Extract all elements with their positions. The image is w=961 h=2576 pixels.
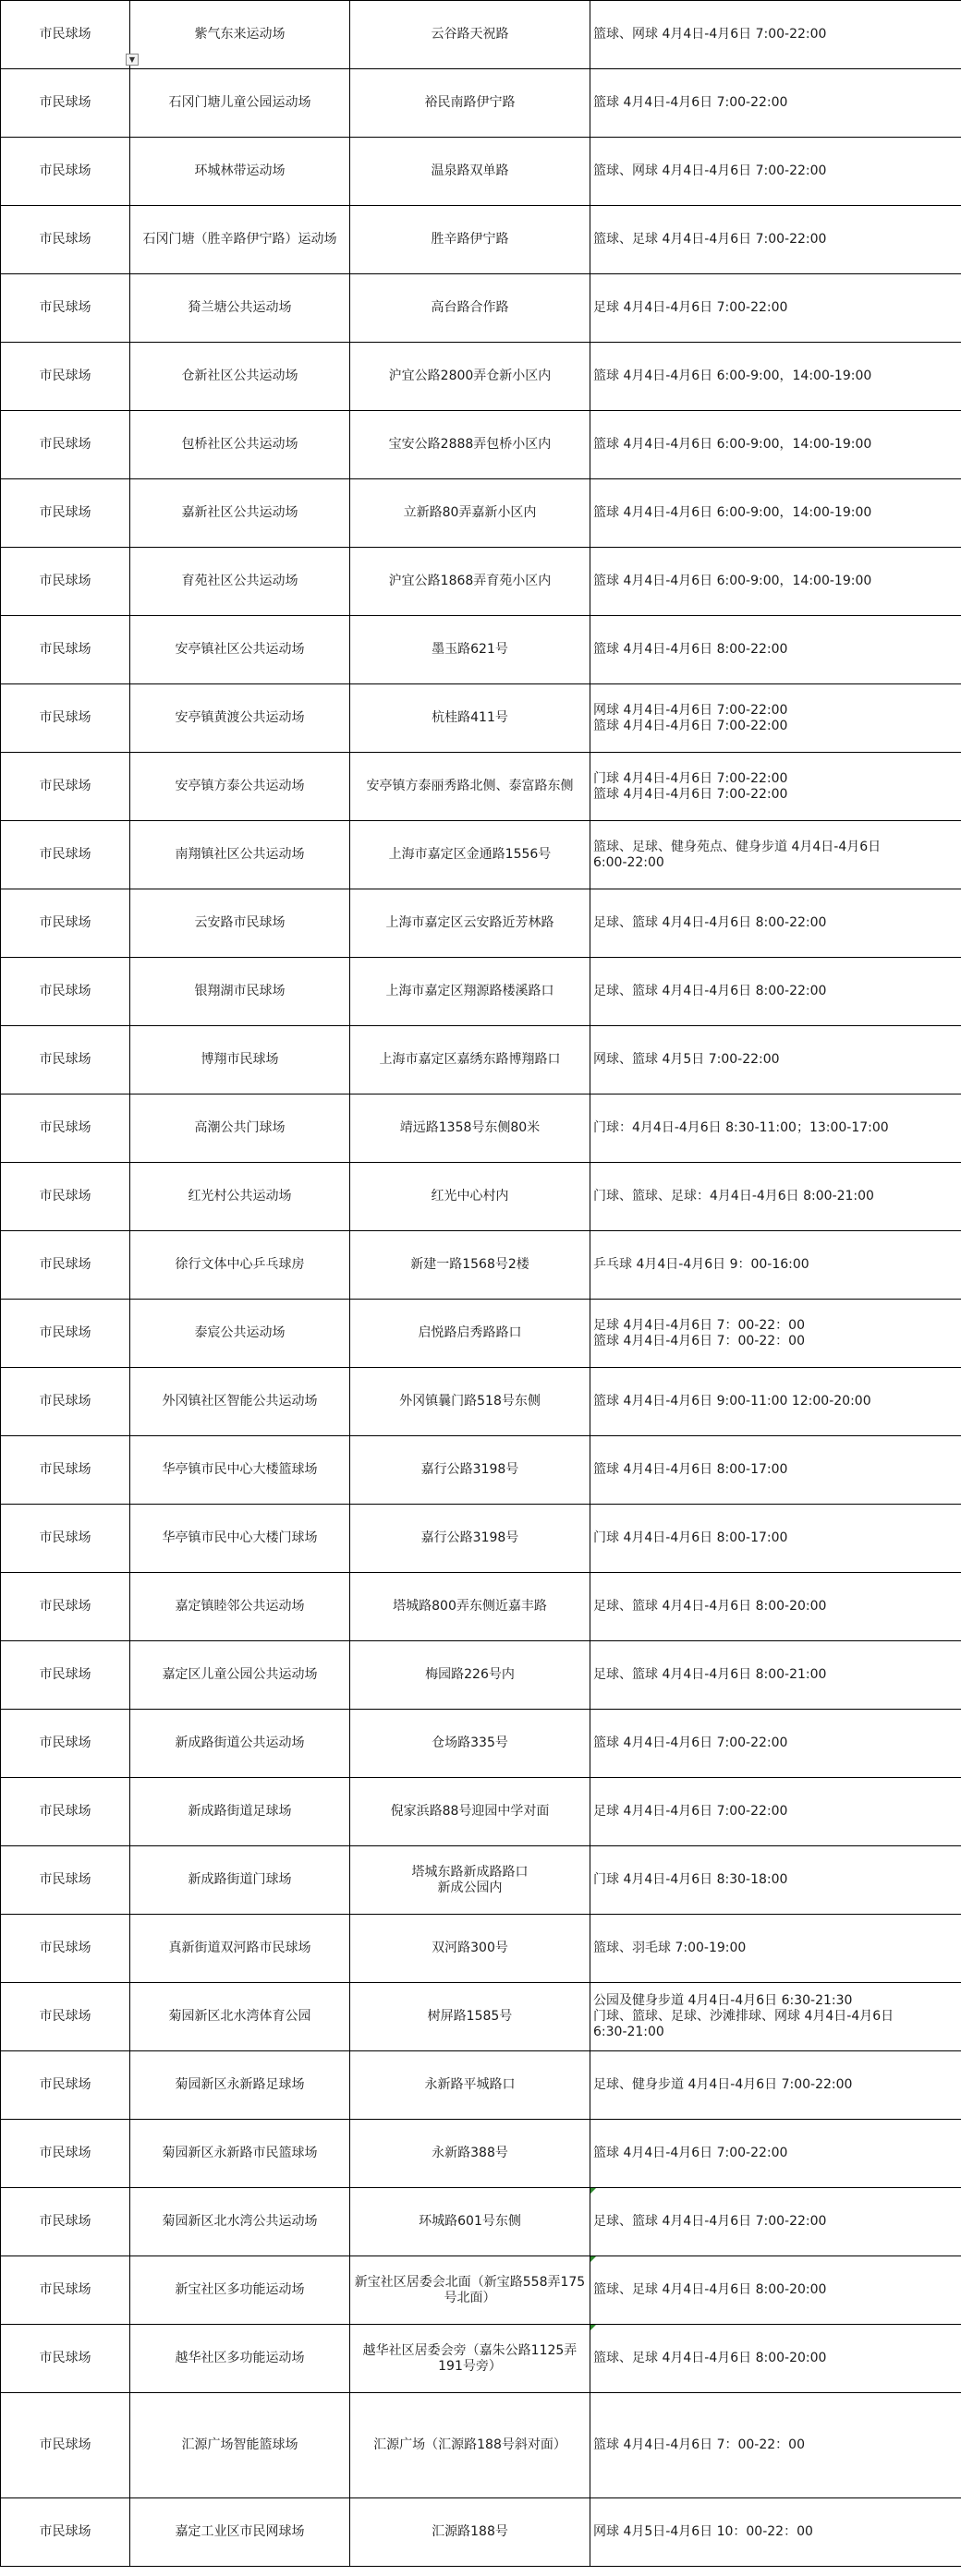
- cell-address[interactable]: 靖远路1358号东侧80米: [350, 1094, 590, 1163]
- cell-address[interactable]: 杭桂路411号: [350, 684, 590, 753]
- table-row: [1, 684, 961, 753]
- cell-venue-name[interactable]: 仓新社区公共运动场: [130, 343, 350, 411]
- table-row: [1, 753, 961, 821]
- cell-address[interactable]: 双河路300号: [350, 1915, 590, 1983]
- cell-sports-hours[interactable]: 网球 4月5日-4月6日 10：00-22：00: [590, 2498, 961, 2567]
- cell-sports-hours[interactable]: 网球、篮球 4月5日 7:00-22:00: [590, 1026, 961, 1094]
- cell-venue-name[interactable]: 嘉定镇睦邻公共运动场: [130, 1573, 350, 1641]
- table-row: [1, 1436, 961, 1505]
- comment-indicator-icon: [590, 2256, 596, 2262]
- cell-venue-name[interactable]: 云安路市民球场: [130, 889, 350, 958]
- cell-category[interactable]: 市民球场: [1, 479, 130, 548]
- cell-venue-name[interactable]: 菊园新区北水湾公共运动场: [130, 2188, 350, 2256]
- cell-sports-hours[interactable]: 乒乓球 4月4日-4月6日 9：00-16:00: [590, 1231, 961, 1300]
- cell-category[interactable]: 市民球场: [1, 1915, 130, 1983]
- cell-sports-hours[interactable]: 网球 4月4日-4月6日 7:00-22:00 篮球 4月4日-4月6日 7:00-22:00: [590, 684, 961, 753]
- cell-category[interactable]: 市民球场: [1, 1846, 130, 1915]
- cell-venue-name[interactable]: 华亭镇市民中心大楼篮球场: [130, 1436, 350, 1505]
- cell-venue-name[interactable]: 安亭镇社区公共运动场: [130, 616, 350, 684]
- cell-venue-name[interactable]: 菊园新区北水湾体育公园: [130, 1983, 350, 2051]
- cell-sports-hours[interactable]: 门球：4月4日-4月6日 8:30-11:00；13:00-17:00: [590, 1094, 961, 1163]
- cell-category[interactable]: 市民球场: [1, 206, 130, 274]
- cell-address[interactable]: 沪宜公路1868弄育苑小区内: [350, 548, 590, 616]
- cell-category[interactable]: 市民球场: [1, 411, 130, 479]
- cell-sports-hours[interactable]: 门球 4月4日-4月6日 8:30-18:00: [590, 1846, 961, 1915]
- cell-venue-name[interactable]: 菊园新区永新路市民篮球场: [130, 2120, 350, 2188]
- table-row: [1, 1915, 961, 1983]
- cell-category[interactable]: 市民球场: [1, 889, 130, 958]
- cell-venue-name[interactable]: 徐行文体中心乒乓球房: [130, 1231, 350, 1300]
- cell-address[interactable]: 新宝社区居委会北面（新宝路558弄175号北面）: [350, 2256, 590, 2325]
- cell-category[interactable]: 市民球场: [1, 69, 130, 138]
- cell-address[interactable]: 塔城东路新成路路口 新成公园内: [350, 1846, 590, 1915]
- cell-sports-hours[interactable]: 足球、篮球 4月4日-4月6日 8:00-22:00: [590, 889, 961, 958]
- cell-venue-name[interactable]: 华亭镇市民中心大楼门球场: [130, 1505, 350, 1573]
- cell-address[interactable]: 树屏路1585号: [350, 1983, 590, 2051]
- cell-category[interactable]: 市民球场: [1, 1641, 130, 1710]
- table-row: [1, 548, 961, 616]
- cell-venue-name[interactable]: 紫气东来运动场: [130, 1, 350, 69]
- cell-venue-name[interactable]: 外冈镇社区智能公共运动场: [130, 1368, 350, 1436]
- cell-sports-hours[interactable]: 门球 4月4日-4月6日 8:00-17:00: [590, 1505, 961, 1573]
- cell-address[interactable]: 上海市嘉定区金通路1556号: [350, 821, 590, 889]
- cell-sports-hours[interactable]: 篮球 4月4日-4月6日 6:00-9:00，14:00-19:00: [590, 411, 961, 479]
- cell-address[interactable]: 仓场路335号: [350, 1710, 590, 1778]
- table-row: [1, 1300, 961, 1368]
- cell-sports-hours[interactable]: 篮球 4月4日-4月6日 9:00-11:00 12:00-20:00: [590, 1368, 961, 1436]
- table-row: [1, 1641, 961, 1710]
- cell-venue-name[interactable]: 银翔湖市民球场: [130, 958, 350, 1026]
- cell-category[interactable]: 市民球场: [1, 1094, 130, 1163]
- cell-sports-hours[interactable]: 篮球、羽毛球 7:00-19:00: [590, 1915, 961, 1983]
- table-row: [1, 479, 961, 548]
- table-row: [1, 2256, 961, 2325]
- table-row: [1, 821, 961, 889]
- cell-category[interactable]: 市民球场: [1, 548, 130, 616]
- table-row: [1, 1983, 961, 2051]
- cell-category[interactable]: 市民球场: [1, 1368, 130, 1436]
- cell-sports-hours[interactable]: 门球 4月4日-4月6日 7:00-22:00 篮球 4月4日-4月6日 7:00-22:00: [590, 753, 961, 821]
- cell-category[interactable]: 市民球场: [1, 1573, 130, 1641]
- cell-address[interactable]: 塔城路800弄东侧近嘉丰路: [350, 1573, 590, 1641]
- cell-venue-name[interactable]: 高潮公共门球场: [130, 1094, 350, 1163]
- comment-indicator-icon: [590, 2188, 596, 2194]
- table-row: [1, 138, 961, 206]
- cell-venue-name[interactable]: 新成路街道公共运动场: [130, 1710, 350, 1778]
- cell-sports-hours[interactable]: 足球 4月4日-4月6日 7:00-22:00: [590, 1778, 961, 1846]
- cell-sports-hours[interactable]: 足球、篮球 4月4日-4月6日 8:00-22:00: [590, 958, 961, 1026]
- cell-address[interactable]: 上海市嘉定区云安路近芳林路: [350, 889, 590, 958]
- cell-sports-hours[interactable]: 篮球、足球 4月4日-4月6日 8:00-20:00: [590, 2325, 961, 2393]
- cell-category[interactable]: 市民球场: [1, 1710, 130, 1778]
- table-row: [1, 343, 961, 411]
- cell-venue-name[interactable]: 嘉新社区公共运动场: [130, 479, 350, 548]
- cell-category[interactable]: 市民球场: [1, 2051, 130, 2120]
- cell-venue-name[interactable]: 安亭镇黄渡公共运动场: [130, 684, 350, 753]
- cell-venue-name[interactable]: 新成路街道足球场: [130, 1778, 350, 1846]
- cell-sports-hours[interactable]: 篮球 4月4日-4月6日 6:00-9:00，14:00-19:00: [590, 343, 961, 411]
- cell-address[interactable]: 墨玉路621号: [350, 616, 590, 684]
- cell-sports-hours[interactable]: 篮球 4月4日-4月6日 6:00-9:00，14:00-19:00: [590, 479, 961, 548]
- table-row: [1, 1163, 961, 1231]
- cell-sports-hours[interactable]: 足球、篮球 4月4日-4月6日 8:00-21:00: [590, 1641, 961, 1710]
- table-row: [1, 69, 961, 138]
- cell-address[interactable]: 温泉路双单路: [350, 138, 590, 206]
- cell-venue-name[interactable]: 安亭镇方泰公共运动场: [130, 753, 350, 821]
- cell-address[interactable]: 宝安公路2888弄包桥小区内: [350, 411, 590, 479]
- cell-category[interactable]: 市民球场: [1, 821, 130, 889]
- cell-category[interactable]: 市民球场: [1, 2120, 130, 2188]
- cell-address[interactable]: 安亭镇方泰丽秀路北侧、泰富路东侧: [350, 753, 590, 821]
- cell-sports-hours[interactable]: 足球、健身步道 4月4日-4月6日 7:00-22:00: [590, 2051, 961, 2120]
- cell-category[interactable]: 市民球场: [1, 138, 130, 206]
- cell-sports-hours[interactable]: 篮球、网球 4月4日-4月6日 7:00-22:00: [590, 138, 961, 206]
- cell-venue-name[interactable]: 南翔镇社区公共运动场: [130, 821, 350, 889]
- venue-table-body: [1, 1, 961, 2567]
- cell-address[interactable]: 环城路601号东侧: [350, 2188, 590, 2256]
- cell-address[interactable]: 裕民南路伊宁路: [350, 69, 590, 138]
- cell-address[interactable]: 永新路388号: [350, 2120, 590, 2188]
- cell-category[interactable]: 市民球场: [1, 343, 130, 411]
- table-row: [1, 1573, 961, 1641]
- cell-venue-name[interactable]: 泰宸公共运动场: [130, 1300, 350, 1368]
- cell-venue-name[interactable]: 真新街道双河路市民球场: [130, 1915, 350, 1983]
- cell-category[interactable]: 市民球场: [1, 753, 130, 821]
- cell-address[interactable]: 梅园路226号内: [350, 1641, 590, 1710]
- cell-venue-name[interactable]: 嘉定工业区市民网球场: [130, 2498, 350, 2567]
- table-row: [1, 2051, 961, 2120]
- table-row: [1, 2188, 961, 2256]
- table-row: [1, 2325, 961, 2393]
- cell-sports-hours[interactable]: 篮球、足球、健身苑点、健身步道 4月4日-4月6日 6:00-22:00: [590, 821, 961, 889]
- cell-category[interactable]: 市民球场: [1, 1983, 130, 2051]
- cell-sports-hours[interactable]: 足球 4月4日-4月6日 7:00-22:00: [590, 274, 961, 343]
- cell-venue-name[interactable]: 嘉定区儿童公园公共运动场: [130, 1641, 350, 1710]
- cell-address[interactable]: 嘉行公路3198号: [350, 1436, 590, 1505]
- cell-venue-name[interactable]: 石冈门塘儿童公园运动场: [130, 69, 350, 138]
- cell-category[interactable]: 市民球场: [1, 1505, 130, 1573]
- cell-sports-hours[interactable]: 篮球 4月4日-4月6日 6:00-9:00，14:00-19:00: [590, 548, 961, 616]
- table-row: [1, 1505, 961, 1573]
- cell-sports-hours[interactable]: 篮球 4月4日-4月6日 7:00-22:00: [590, 2120, 961, 2188]
- cell-address[interactable]: 倪家浜路88号迎园中学对面: [350, 1778, 590, 1846]
- cell-category[interactable]: 市民球场: [1, 1300, 130, 1368]
- cell-address[interactable]: 红光中心村内: [350, 1163, 590, 1231]
- table-row: [1, 274, 961, 343]
- cell-venue-name[interactable]: 菊园新区永新路足球场: [130, 2051, 350, 2120]
- cell-address[interactable]: 汇源路188号: [350, 2498, 590, 2567]
- cell-address[interactable]: 胜辛路伊宁路: [350, 206, 590, 274]
- cell-sports-hours[interactable]: 足球 4月4日-4月6日 7：00-22：00 篮球 4月4日-4月6日 7：00-22：00: [590, 1300, 961, 1368]
- cell-address[interactable]: 云谷路天祝路: [350, 1, 590, 69]
- cell-venue-name[interactable]: 红光村公共运动场: [130, 1163, 350, 1231]
- cell-venue-name[interactable]: 越华社区多功能运动场: [130, 2325, 350, 2393]
- cell-category[interactable]: 市民球场: [1, 2188, 130, 2256]
- dropdown-arrow-icon[interactable]: ▼: [126, 54, 139, 66]
- table-row: [1, 1846, 961, 1915]
- cell-category[interactable]: 市民球场: [1, 2325, 130, 2393]
- cell-sports-hours[interactable]: 篮球、足球 4月4日-4月6日 7:00-22:00: [590, 206, 961, 274]
- comment-indicator-icon: [590, 2325, 596, 2330]
- cell-address[interactable]: 外冈镇曩门路518号东侧: [350, 1368, 590, 1436]
- cell-sports-hours[interactable]: 足球、篮球 4月4日-4月6日 7:00-22:00: [590, 2188, 961, 2256]
- cell-address[interactable]: 高台路合作路: [350, 274, 590, 343]
- cell-sports-hours[interactable]: 篮球 4月4日-4月6日 7：00-22：00: [590, 2393, 961, 2498]
- cell-category[interactable]: 市民球场: [1, 1, 130, 69]
- cell-address[interactable]: 上海市嘉定区嘉绣东路博翔路口: [350, 1026, 590, 1094]
- cell-sports-hours[interactable]: 篮球、足球 4月4日-4月6日 8:00-20:00: [590, 2256, 961, 2325]
- cell-venue-name[interactable]: 包桥社区公共运动场: [130, 411, 350, 479]
- table-row: [1, 1231, 961, 1300]
- table-row: [1, 2393, 961, 2498]
- cell-address[interactable]: 沪宜公路2800弄仓新小区内: [350, 343, 590, 411]
- cell-address[interactable]: 嘉行公路3198号: [350, 1505, 590, 1573]
- table-row: [1, 411, 961, 479]
- cell-venue-name[interactable]: 石冈门塘（胜辛路伊宁路）运动场: [130, 206, 350, 274]
- cell-category[interactable]: 市民球场: [1, 1231, 130, 1300]
- table-row: [1, 2120, 961, 2188]
- table-row: [1, 1, 961, 69]
- cell-venue-name[interactable]: 育苑社区公共运动场: [130, 548, 350, 616]
- cell-venue-name[interactable]: 汇源广场智能篮球场: [130, 2393, 350, 2498]
- cell-category[interactable]: 市民球场: [1, 958, 130, 1026]
- cell-sports-hours[interactable]: 篮球 4月4日-4月6日 7:00-22:00: [590, 69, 961, 138]
- cell-venue-name[interactable]: 新宝社区多功能运动场: [130, 2256, 350, 2325]
- cell-sports-hours[interactable]: 篮球、网球 4月4日-4月6日 7:00-22:00: [590, 1, 961, 69]
- cell-sports-hours[interactable]: 足球、篮球 4月4日-4月6日 8:00-20:00: [590, 1573, 961, 1641]
- cell-address[interactable]: 上海市嘉定区翔源路楼溪路口: [350, 958, 590, 1026]
- cell-category[interactable]: 市民球场: [1, 274, 130, 343]
- cell-category[interactable]: 市民球场: [1, 684, 130, 753]
- cell-venue-name[interactable]: 博翔市民球场: [130, 1026, 350, 1094]
- cell-venue-name[interactable]: 环城林带运动场: [130, 138, 350, 206]
- cell-sports-hours[interactable]: 门球、篮球、足球：4月4日-4月6日 8:00-21:00: [590, 1163, 961, 1231]
- table-row: [1, 1368, 961, 1436]
- table-row: [1, 958, 961, 1026]
- cell-address[interactable]: 汇源广场（汇源路188号斜对面）: [350, 2393, 590, 2498]
- cell-category[interactable]: 市民球场: [1, 1436, 130, 1505]
- cell-sports-hours[interactable]: 篮球 4月4日-4月6日 7:00-22:00: [590, 1710, 961, 1778]
- cell-category[interactable]: 市民球场: [1, 2393, 130, 2498]
- cell-address[interactable]: 立新路80弄嘉新小区内: [350, 479, 590, 548]
- table-row: [1, 1026, 961, 1094]
- cell-venue-name[interactable]: 猗兰塘公共运动场: [130, 274, 350, 343]
- table-row: [1, 1710, 961, 1778]
- cell-category[interactable]: 市民球场: [1, 616, 130, 684]
- table-row: [1, 206, 961, 274]
- cell-category[interactable]: 市民球场: [1, 2498, 130, 2567]
- cell-address[interactable]: 新建一路1568号2楼: [350, 1231, 590, 1300]
- cell-sports-hours[interactable]: 篮球 4月4日-4月6日 8:00-22:00: [590, 616, 961, 684]
- table-row: [1, 1094, 961, 1163]
- cell-address[interactable]: 永新路平城路口: [350, 2051, 590, 2120]
- cell-sports-hours[interactable]: 篮球 4月4日-4月6日 8:00-17:00: [590, 1436, 961, 1505]
- cell-category[interactable]: 市民球场: [1, 1026, 130, 1094]
- cell-address[interactable]: 越华社区居委会旁（嘉朱公路1125弄191号旁）: [350, 2325, 590, 2393]
- cell-category[interactable]: 市民球场: [1, 1163, 130, 1231]
- cell-category[interactable]: 市民球场: [1, 2256, 130, 2325]
- cell-sports-hours[interactable]: 公园及健身步道 4月4日-4月6日 6:30-21:30 门球、篮球、足球、沙滩排球、网球 4月4日-4月6日 6:30-21:00: [590, 1983, 961, 2051]
- cell-address[interactable]: 启悦路启秀路路口: [350, 1300, 590, 1368]
- cell-category[interactable]: 市民球场: [1, 1778, 130, 1846]
- table-row: [1, 2498, 961, 2567]
- table-row: [1, 889, 961, 958]
- table-row: [1, 1778, 961, 1846]
- table-row: [1, 616, 961, 684]
- cell-venue-name[interactable]: 新成路街道门球场: [130, 1846, 350, 1915]
